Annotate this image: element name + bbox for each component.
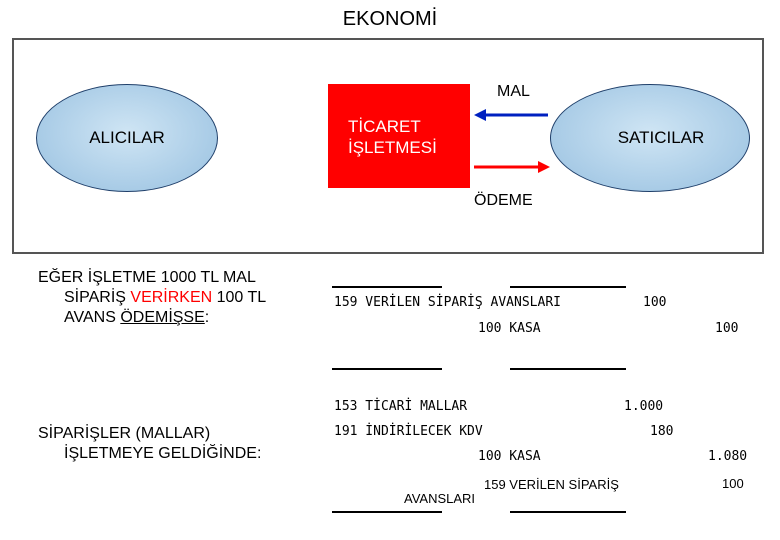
case2-debit1-amount: 1.000 <box>624 399 664 414</box>
case1-desc-line2-part3: 100 TL <box>212 289 267 306</box>
case1-debit-account: 159 VERİLEN SİPARİŞ AVANSLARI <box>334 295 561 310</box>
case1-credit-account: 100 KASA <box>478 321 541 336</box>
sellers-node <box>550 84 750 192</box>
case2-credit1-account: 100 KASA <box>478 449 541 464</box>
page-title: EKONOMİ <box>342 8 438 30</box>
case1-desc-line2-highlight: VERİRKEN <box>130 289 213 306</box>
case2-description <box>38 424 261 464</box>
journal-rule <box>332 511 442 513</box>
case2-debit2-account: 191 İNDİRİLECEK KDV <box>334 424 483 439</box>
case2-desc-line2: İŞLETMEYE GELDİĞİNDE: <box>64 445 262 462</box>
case1-credit-amount: 100 <box>715 321 739 336</box>
journal-rule <box>510 368 626 370</box>
journal-rule <box>510 511 626 513</box>
case1-desc-line3-underlined: ÖDEMİŞSE <box>120 309 205 326</box>
journal-rule <box>510 286 626 288</box>
case1-desc-line3-colon: : <box>204 309 210 326</box>
case1-desc-line2-part1: SİPARİŞ <box>64 289 131 306</box>
goods-label: MAL <box>497 83 530 100</box>
case1-description <box>38 268 266 328</box>
payment-label: ÖDEME <box>474 192 533 209</box>
case2-credit2-amount: 100 <box>722 476 744 491</box>
case2-credit2-account-line2: AVANSLARI <box>404 491 476 506</box>
case1-desc-line2 <box>38 288 266 308</box>
case2-credit1-amount: 1.080 <box>708 449 748 464</box>
case2-debit2-amount: 180 <box>650 424 674 439</box>
journal-rule <box>332 286 442 288</box>
case1-desc-line1: EĞER İŞLETME 1000 TL MAL <box>38 269 256 286</box>
payment-arrow-icon <box>474 160 550 174</box>
sellers-label: SATICILAR <box>617 128 705 147</box>
case2-credit2-account-line1: 159 VERİLEN SİPARİŞ <box>484 477 619 492</box>
business-label-line1: TİCARET <box>348 117 421 136</box>
case1-desc-line3 <box>38 308 266 328</box>
business-label-line2: İŞLETMESİ <box>348 138 437 157</box>
buyers-label: ALICILAR <box>89 128 165 147</box>
buyers-node <box>36 84 218 192</box>
case1-debit-amount: 100 <box>643 295 667 310</box>
business-label <box>348 116 437 158</box>
journal-rule <box>332 368 442 370</box>
case2-desc-line1: SİPARİŞLER (MALLAR) <box>38 425 211 442</box>
case1-desc-line3-part1: AVANS <box>64 309 121 326</box>
case2-debit1-account: 153 TİCARİ MALLAR <box>334 399 468 414</box>
business-node <box>328 84 470 188</box>
goods-arrow-icon <box>474 108 550 122</box>
